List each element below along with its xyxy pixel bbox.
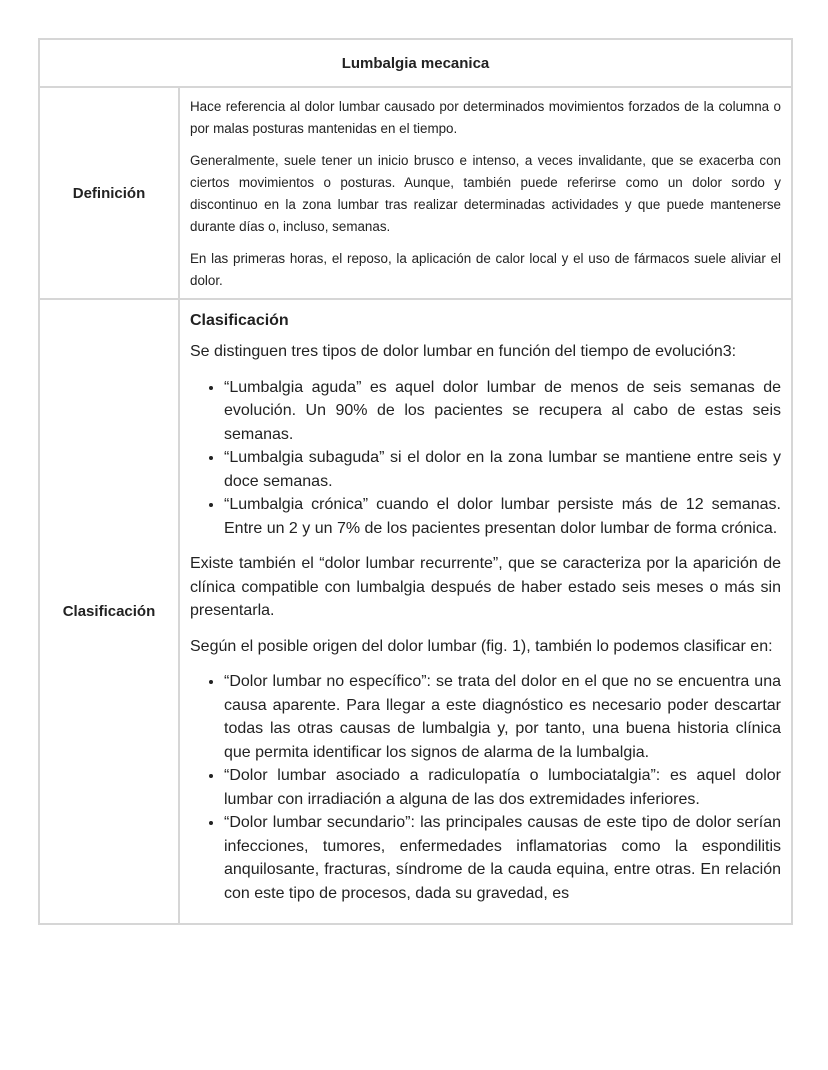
document-page [38, 38, 791, 925]
definition-content [179, 87, 792, 299]
lumbalgia-table [38, 38, 793, 925]
definition-paragraph: Hace referencia al dolor lumbar causado por determinados movimientos forzados de la columna o por malas posturas mantenidas en el tiempo. [190, 99, 781, 136]
classification-heading: Clasificación [190, 312, 289, 329]
evolution-types-list [190, 376, 781, 541]
origin-types-list [190, 670, 781, 905]
definition-paragraph: En las primeras horas, el reposo, la aplicación de calor local y el uso de fármacos suele aliviar el dolor. [190, 251, 781, 288]
list-item: • “Dolor lumbar no específico”: se trata del dolor en el que no se encuentra una causa aparente. Para llegar a este diagnóstico es necesario poder descartar todas las otras causas de lumbalgia y, por tanto, una buena historia clínica que permita identificar los signos de alarma de la lumbalgia. [224, 670, 781, 764]
list-item: • “Lumbalgia crónica” cuando el dolor lumbar persiste más de 12 semanas. Entre un 2 y un 7% de los pacientes presentan dolor lumbar de forma crónica. [224, 493, 781, 540]
classification-label: Clasificación [39, 299, 179, 924]
classification-row [39, 299, 792, 924]
classification-intro: Se distinguen tres tipos de dolor lumbar en función del tiempo de evolución3: [190, 343, 737, 360]
origin-paragraph: Según el posible origen del dolor lumbar (fig. 1), también lo podemos clasificar en: [190, 637, 773, 655]
list-item: • “Dolor lumbar asociado a radiculopatía o lumbociatalgia”: es aquel dolor lumbar con irradiación a alguna de las dos extremidades inferiores. [224, 764, 781, 811]
table-title: Lumbalgia mecanica [39, 39, 792, 87]
classification-content [179, 299, 792, 924]
definition-row [39, 87, 792, 299]
list-item: • “Lumbalgia aguda” es aquel dolor lumbar de menos de seis semanas de evolución. Un 90% de los pacientes se recupera al cabo de estas seis semanas. [224, 376, 781, 447]
definition-paragraph: Generalmente, suele tener un inicio brusco e intenso, a veces invalidante, que se exacerba con ciertos movimientos o posturas. Aunque, también puede referirse como un dolor sordo y discontinuo en la zona lumbar tras realizar determinadas actividades y que puede mantenerse durante días o, incluso, semanas. [190, 153, 781, 234]
table-header-row [39, 39, 792, 87]
definition-label: Definición [39, 87, 179, 299]
list-item: • “Dolor lumbar secundario”: las principales causas de este tipo de dolor serían infecciones, tumores, enfermedades inflamatorias como la espondilitis anquilosante, fracturas, síndrome de la cauda equina, entre otras. En relación con este tipo de procesos, dada su gravedad, es [224, 811, 781, 905]
list-item: • “Lumbalgia subaguda” si el dolor en la zona lumbar se mantiene entre seis y doce semanas. [224, 446, 781, 493]
recurrent-paragraph: Existe también el “dolor lumbar recurrente”, que se caracteriza por la aparición de clínica compatible con lumbalgia después de haber estado seis meses o más sin presentarla. [190, 555, 781, 619]
